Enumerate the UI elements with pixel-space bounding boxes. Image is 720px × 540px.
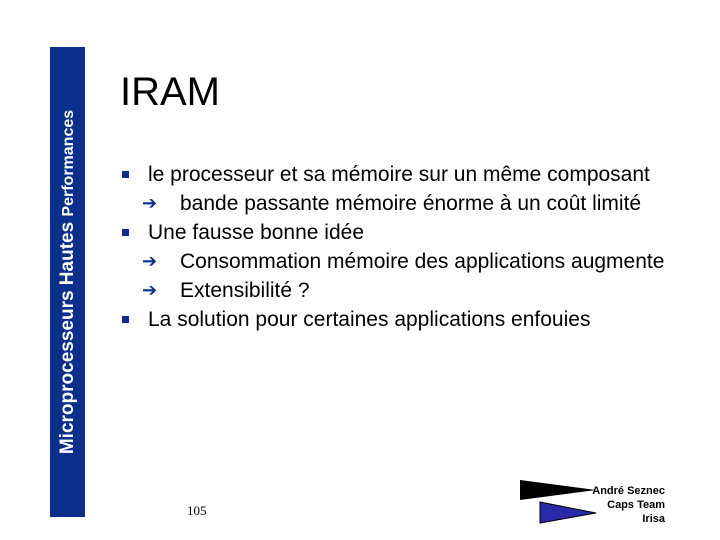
arrow-right-icon: ➔ [142, 193, 158, 213]
slide-title: IRAM [120, 70, 220, 114]
author-team: Caps Team [607, 499, 665, 511]
bullet-item [122, 218, 702, 247]
slide-content [122, 160, 702, 334]
sub-bullet-item [122, 247, 702, 276]
square-bullet-icon [122, 171, 129, 178]
sub-bullet-text: Consommation mémoire des applications augmente [180, 250, 665, 273]
sidebar-title [57, 110, 79, 454]
bullet-text: Une fausse bonne idée [148, 221, 364, 244]
arrow-right-icon: ➔ [142, 280, 158, 300]
sub-bullet-item [122, 189, 702, 218]
sub-bullet-text: bande passante mémoire énorme à un coût limité [180, 192, 642, 215]
square-bullet-icon [122, 229, 129, 236]
author-block [592, 484, 665, 526]
bullet-item [122, 160, 702, 189]
caps-logo-icon [518, 478, 598, 524]
square-bullet-icon [122, 316, 129, 323]
sidebar-title-main: Microprocesseurs Hautes [56, 216, 78, 455]
logo-black-triangle [520, 480, 596, 500]
sidebar-banner [50, 47, 85, 517]
sidebar-title-small: Performances [59, 109, 77, 217]
bullet-text: La solution pour certaines applications enfouies [148, 308, 591, 331]
sub-bullet-text: Extensibilité ? [180, 279, 310, 302]
arrow-right-icon: ➔ [142, 251, 158, 271]
author-name: André Seznec [592, 485, 665, 497]
bullet-item [122, 305, 702, 334]
bullet-text: le processeur et sa mémoire sur un même composant [148, 163, 650, 186]
page-number: 105 [187, 503, 207, 518]
sub-bullet-item [122, 276, 702, 305]
author-lab: Irisa [642, 513, 665, 525]
logo-blue-triangle [540, 502, 596, 523]
